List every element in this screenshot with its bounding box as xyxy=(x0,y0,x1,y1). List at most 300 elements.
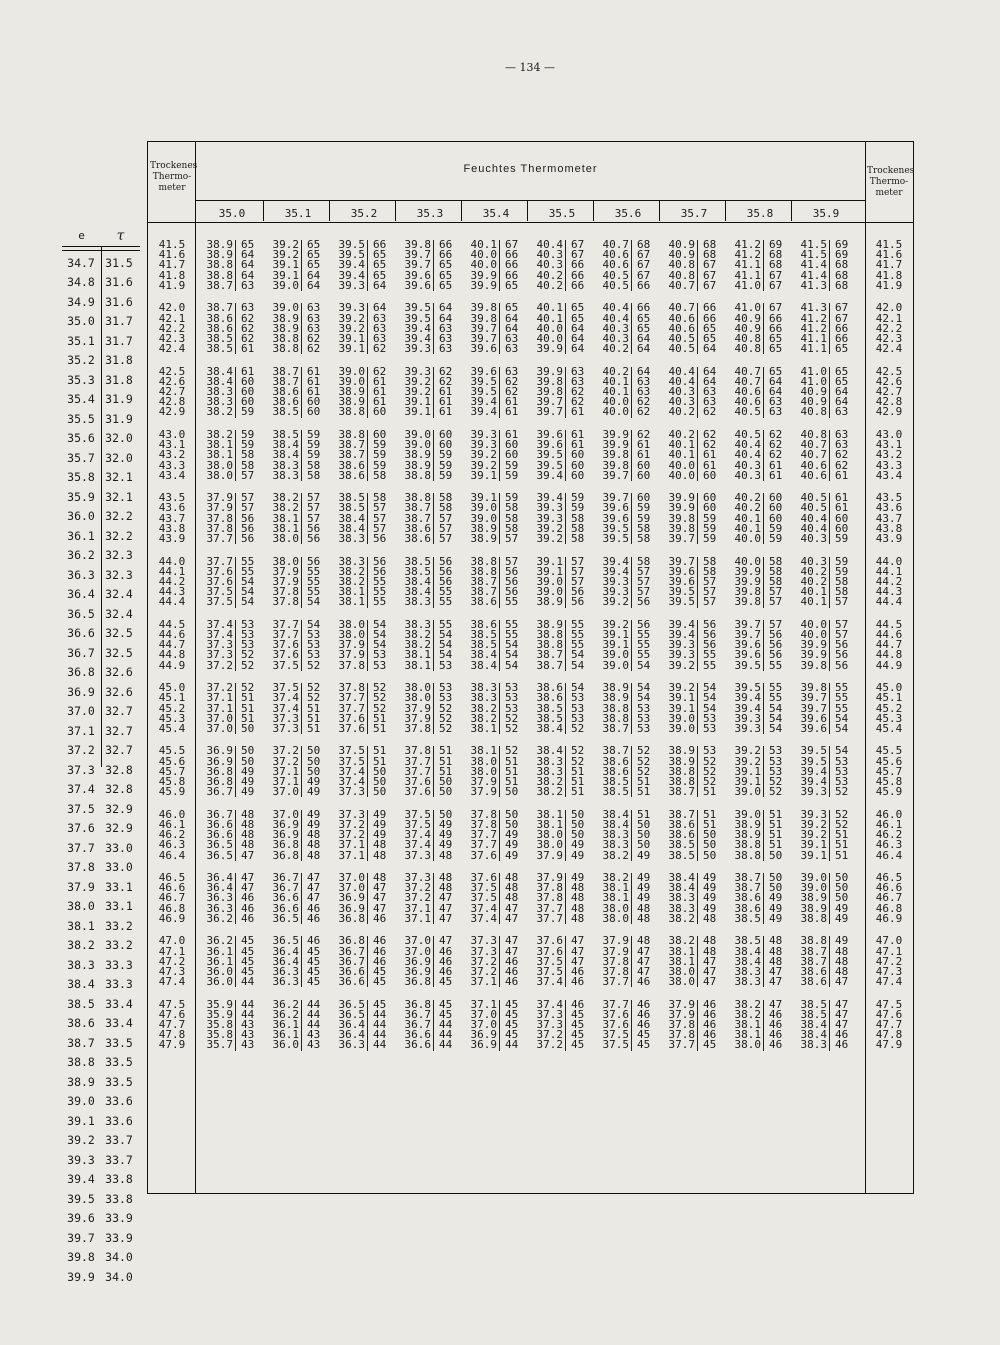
relative-humidity: 63 xyxy=(835,438,849,452)
dry-value: 45.6 xyxy=(875,754,903,768)
relative-humidity: 62 xyxy=(505,374,519,388)
wet-temperature: 37.3 xyxy=(404,848,431,862)
relative-humidity: 58 xyxy=(373,468,387,482)
humidity-values xyxy=(769,873,782,924)
wet-cell xyxy=(793,364,859,419)
relative-humidity: 50 xyxy=(703,838,717,852)
wet-temperature: 39.5 xyxy=(536,448,563,462)
relative-humidity: 65 xyxy=(769,342,783,356)
humidity-values xyxy=(505,427,519,482)
relative-humidity: 59 xyxy=(835,554,849,568)
wet-cell xyxy=(265,617,331,672)
wet-temperature: 39.9 xyxy=(734,564,761,578)
wet-temperature: 37.2 xyxy=(536,1028,563,1042)
relative-humidity: 46 xyxy=(505,954,519,968)
wet-temperature: 37.4 xyxy=(272,691,299,705)
side-row xyxy=(62,429,140,449)
relative-humidity: 62 xyxy=(307,331,321,345)
wet-cell xyxy=(463,997,529,1052)
wet-temperature: 40.6 xyxy=(734,385,761,398)
side-row xyxy=(62,1189,140,1209)
relative-humidity: 61 xyxy=(703,458,717,472)
temp-values xyxy=(336,873,368,924)
wet-temperature: 38.4 xyxy=(404,574,431,588)
wet-cell xyxy=(265,807,331,862)
wet-temperature: 37.7 xyxy=(602,975,629,989)
relative-humidity: 68 xyxy=(835,278,849,292)
wet-cell xyxy=(463,303,529,354)
relative-humidity: 58 xyxy=(307,468,321,482)
relative-humidity: 60 xyxy=(835,521,849,535)
humidity-values xyxy=(439,303,452,354)
relative-humidity: 56 xyxy=(241,532,255,545)
wet-temperature: 37.3 xyxy=(272,711,299,725)
relative-humidity: 43 xyxy=(307,1028,321,1042)
relative-humidity: 61 xyxy=(571,427,585,441)
relative-humidity: 64 xyxy=(835,395,849,409)
relative-humidity: 54 xyxy=(241,595,255,609)
side-e-value: 35.2 xyxy=(67,353,95,368)
relative-humidity: 54 xyxy=(439,648,453,662)
humidity-values xyxy=(637,554,651,609)
temp-values xyxy=(468,617,500,672)
side-tau-value: 32.4 xyxy=(105,606,133,621)
wet-temperature: 39.1 xyxy=(470,491,497,505)
dry-value: 44.4 xyxy=(158,595,186,609)
side-tau-value: 33.3 xyxy=(105,977,133,992)
relative-humidity: 59 xyxy=(373,448,387,462)
side-e-value: 38.8 xyxy=(67,1055,95,1070)
wet-temperature: 39.7 xyxy=(668,532,695,545)
wet-temperature: 37.2 xyxy=(272,754,299,768)
relative-humidity: 49 xyxy=(769,891,783,905)
relative-humidity: 51 xyxy=(703,807,717,821)
wet-temperature: 36.8 xyxy=(206,775,233,788)
temp-values xyxy=(270,240,302,291)
wet-temperature: 39.9 xyxy=(470,278,497,292)
wet-temperature: 40.0 xyxy=(734,532,761,545)
relative-humidity: 46 xyxy=(637,975,651,989)
dry-value: 44.1 xyxy=(875,564,903,578)
dry-value: 42.7 xyxy=(158,385,186,398)
dry-value: 47.9 xyxy=(875,1038,903,1052)
dry-values-left xyxy=(148,936,196,987)
relative-humidity: 60 xyxy=(769,501,783,515)
wet-temperature: 38.9 xyxy=(800,901,827,915)
relative-humidity: 55 xyxy=(769,658,783,672)
humidity-values xyxy=(769,746,782,797)
dry-value: 42.5 xyxy=(875,364,903,378)
relative-humidity: 58 xyxy=(835,585,849,599)
wet-temperature: 39.9 xyxy=(602,438,629,452)
relative-humidity: 49 xyxy=(505,828,519,842)
wet-temperature: 39.5 xyxy=(470,385,497,398)
wet-temperature: 39.5 xyxy=(404,301,431,315)
wet-cell xyxy=(397,240,463,291)
relative-humidity: 55 xyxy=(571,628,585,641)
wet-temperature: 40.8 xyxy=(734,331,761,345)
wet-temperature: 38.7 xyxy=(206,278,233,292)
wet-temperature: 38.3 xyxy=(602,828,629,842)
wet-temperature: 39.4 xyxy=(338,258,365,272)
wet-temperature: 39.9 xyxy=(536,342,563,356)
humidity-values xyxy=(439,427,453,482)
relative-humidity: 63 xyxy=(703,385,717,398)
relative-humidity: 46 xyxy=(307,901,321,915)
temp-values xyxy=(402,493,434,544)
wet-temperature: 38.8 xyxy=(404,491,431,505)
side-tau-value: 33.1 xyxy=(105,879,133,894)
relative-humidity: 50 xyxy=(307,744,321,758)
wet-temperature: 38.7 xyxy=(338,448,365,462)
wet-temperature: 39.4 xyxy=(602,554,629,568)
wet-cell xyxy=(727,936,793,987)
humidity-values xyxy=(637,240,650,291)
relative-humidity: 47 xyxy=(835,1007,849,1021)
wet-temperature: 37.0 xyxy=(338,881,365,895)
relative-humidity: 47 xyxy=(307,871,321,884)
wet-temperature: 37.7 xyxy=(338,691,365,705)
dry-value: 42.8 xyxy=(875,395,903,409)
relative-humidity: 57 xyxy=(637,574,651,588)
temp-values xyxy=(336,683,368,734)
wet-cell xyxy=(661,427,727,482)
relative-humidity: 66 xyxy=(373,238,387,251)
dry-value: 47.9 xyxy=(158,1038,186,1052)
relative-humidity: 60 xyxy=(241,395,255,409)
wet-temperature: 39.4 xyxy=(404,321,431,335)
relative-humidity: 48 xyxy=(307,848,321,862)
wet-temperature: 39.7 xyxy=(404,258,431,272)
humidity-values xyxy=(373,997,387,1052)
side-row xyxy=(62,526,140,546)
wet-temperature: 36.6 xyxy=(206,817,233,831)
relative-humidity: 56 xyxy=(769,648,783,662)
humidity-values xyxy=(373,683,386,734)
wet-temperature: 40.3 xyxy=(668,395,695,409)
relative-humidity: 62 xyxy=(835,458,849,472)
wet-temperature: 36.9 xyxy=(206,744,233,758)
relative-humidity: 46 xyxy=(241,911,255,925)
relative-humidity: 57 xyxy=(241,468,255,482)
wet-temperature: 38.4 xyxy=(734,944,761,958)
wet-cell xyxy=(727,554,793,609)
wet-cell xyxy=(793,493,859,544)
relative-humidity: 59 xyxy=(769,532,783,545)
dry-value: 41.8 xyxy=(158,268,186,282)
wet-temperature: 38.8 xyxy=(668,764,695,778)
dry-value: 45.0 xyxy=(158,681,186,695)
wet-cell xyxy=(595,493,661,544)
wet-temperature: 38.5 xyxy=(272,405,299,419)
wet-temperature: 39.6 xyxy=(668,574,695,588)
relative-humidity: 52 xyxy=(571,754,585,768)
dry-value: 47.6 xyxy=(875,1007,903,1021)
relative-humidity: 56 xyxy=(835,648,849,662)
side-tau-value: 31.5 xyxy=(105,255,133,270)
wet-temperature: 37.8 xyxy=(668,1018,695,1031)
humidity-values xyxy=(769,364,783,419)
relative-humidity: 55 xyxy=(373,574,387,588)
wet-temperature: 39.7 xyxy=(536,405,563,419)
side-e-value: 36.5 xyxy=(67,606,95,621)
wet-temperature: 40.9 xyxy=(668,238,695,251)
wet-temperature: 37.4 xyxy=(470,901,497,915)
wet-cell xyxy=(199,493,265,544)
temp-values xyxy=(336,746,368,797)
wet-temperature: 38.3 xyxy=(338,532,365,545)
wet-temperature: 38.2 xyxy=(206,405,233,419)
side-e-value: 37.4 xyxy=(67,782,95,797)
wet-temperature: 36.1 xyxy=(272,1018,299,1031)
wet-temperature: 37.3 xyxy=(338,785,365,799)
dry-values-right xyxy=(865,936,913,987)
wet-temperature: 40.0 xyxy=(800,617,827,631)
humidity-values xyxy=(571,303,584,354)
wet-temperature: 36.9 xyxy=(470,1028,497,1042)
wet-temperature: 40.8 xyxy=(668,258,695,272)
relative-humidity: 62 xyxy=(769,427,783,441)
humidity-values xyxy=(835,427,849,482)
dry-value: 45.1 xyxy=(158,691,186,705)
wet-temperature: 40.5 xyxy=(734,427,761,441)
relative-humidity: 53 xyxy=(373,648,387,662)
dry-value: 47.3 xyxy=(875,964,903,978)
relative-humidity: 62 xyxy=(769,448,783,462)
relative-humidity: 61 xyxy=(769,468,783,482)
relative-humidity: 47 xyxy=(439,934,453,948)
relative-humidity: 53 xyxy=(703,711,717,725)
side-row xyxy=(62,780,140,800)
dry-value: 42.4 xyxy=(158,342,186,356)
wet-temperature: 39.0 xyxy=(470,501,497,515)
wet-temperature: 37.4 xyxy=(338,764,365,778)
relative-humidity: 47 xyxy=(703,954,717,968)
relative-humidity: 46 xyxy=(637,997,651,1011)
relative-humidity: 64 xyxy=(769,385,783,398)
temp-values xyxy=(270,617,302,672)
relative-humidity: 46 xyxy=(769,1028,783,1042)
relative-humidity: 66 xyxy=(571,258,585,272)
wet-thermometer-value: 35.6 xyxy=(614,207,642,220)
wet-temperature: 39.2 xyxy=(470,448,497,462)
side-row xyxy=(62,1150,140,1170)
relative-humidity: 60 xyxy=(571,448,585,462)
humidity-values xyxy=(241,997,255,1052)
wet-temperature: 36.4 xyxy=(338,1018,365,1031)
wet-temperature: 40.2 xyxy=(800,564,827,578)
wet-temperature: 39.3 xyxy=(668,638,695,652)
wet-temperature: 39.8 xyxy=(602,448,629,462)
relative-humidity: 62 xyxy=(241,321,255,335)
humidity-values xyxy=(307,617,321,672)
wet-temperature: 38.3 xyxy=(800,1038,827,1052)
wet-cell xyxy=(199,936,265,987)
wet-temperature: 39.0 xyxy=(602,648,629,662)
side-e-value: 35.8 xyxy=(67,470,95,485)
temp-values xyxy=(600,936,632,987)
wet-temperature: 35.8 xyxy=(206,1028,233,1042)
side-e-value: 38.9 xyxy=(67,1074,95,1089)
wet-temperature: 39.9 xyxy=(602,427,629,441)
wet-temperature: 39.5 xyxy=(734,681,761,695)
wet-cell xyxy=(397,493,463,544)
side-e-value: 35.3 xyxy=(67,372,95,387)
temp-values xyxy=(666,554,698,609)
wet-temperature: 37.5 xyxy=(206,585,233,599)
wet-temperature: 38.9 xyxy=(668,754,695,768)
wet-temperature: 36.3 xyxy=(338,1038,365,1052)
humidity-values xyxy=(769,554,783,609)
wet-cell xyxy=(265,303,331,354)
wet-temperature: 40.3 xyxy=(800,532,827,545)
relative-humidity: 50 xyxy=(769,848,783,862)
side-tau-value: 33.2 xyxy=(105,938,133,953)
dry-value: 46.3 xyxy=(875,838,903,852)
humidity-values xyxy=(505,997,519,1052)
dry-value: 42.8 xyxy=(158,395,186,409)
relative-humidity: 54 xyxy=(307,617,321,631)
wet-temperature: 39.2 xyxy=(272,238,299,251)
relative-humidity: 53 xyxy=(505,701,519,715)
relative-humidity: 60 xyxy=(637,491,651,505)
relative-humidity: 59 xyxy=(637,511,651,525)
wet-cell xyxy=(793,997,859,1052)
wet-temperature: 40.1 xyxy=(668,448,695,462)
wet-temperature: 38.2 xyxy=(404,638,431,652)
wet-temperature: 41.0 xyxy=(734,301,761,315)
temp-values xyxy=(534,683,566,734)
dry-value: 43.6 xyxy=(875,501,903,515)
relative-humidity: 45 xyxy=(439,975,453,989)
wet-temperature: 39.8 xyxy=(800,681,827,695)
temp-values xyxy=(600,746,632,797)
side-header-e: e xyxy=(78,229,85,242)
wet-temperature: 38.0 xyxy=(470,754,497,768)
relative-humidity: 59 xyxy=(439,458,453,472)
dry-value: 47.8 xyxy=(875,1028,903,1042)
relative-humidity: 57 xyxy=(769,617,783,631)
side-tau-value: 32.2 xyxy=(105,509,133,524)
relative-humidity: 45 xyxy=(505,1028,519,1042)
dry-values-left xyxy=(148,493,196,544)
wet-temperature: 40.2 xyxy=(800,574,827,588)
temp-values xyxy=(666,240,698,291)
relative-humidity: 60 xyxy=(571,468,585,482)
relative-humidity: 59 xyxy=(505,458,519,472)
temp-values xyxy=(402,364,434,419)
relative-humidity: 61 xyxy=(703,448,717,462)
side-e-value: 35.0 xyxy=(67,314,95,329)
wet-temperature: 35.9 xyxy=(206,1007,233,1021)
dry-value: 46.6 xyxy=(875,881,903,895)
wet-temperature: 38.7 xyxy=(536,648,563,662)
side-row xyxy=(62,370,140,390)
temp-values xyxy=(732,617,764,672)
relative-humidity: 45 xyxy=(241,954,255,968)
relative-humidity: 66 xyxy=(505,248,519,262)
relative-humidity: 49 xyxy=(439,838,453,852)
side-tau-value: 32.9 xyxy=(105,801,133,816)
wet-cell xyxy=(331,746,397,797)
wet-cell xyxy=(595,554,661,609)
temp-values xyxy=(600,807,632,862)
temp-values xyxy=(600,240,632,291)
wet-cell xyxy=(727,873,793,924)
relative-humidity: 53 xyxy=(637,711,651,725)
wet-temperature: 37.5 xyxy=(338,754,365,768)
wet-temperature: 37.5 xyxy=(536,954,563,968)
relative-humidity: 50 xyxy=(637,828,651,842)
dry-value: 46.2 xyxy=(875,828,903,842)
wet-temperature: 38.0 xyxy=(536,838,563,852)
humidity-values xyxy=(637,364,651,419)
wet-temperature: 37.3 xyxy=(206,638,233,652)
wet-temperature: 38.5 xyxy=(470,638,497,652)
wet-temperature: 37.7 xyxy=(206,554,233,568)
wet-temperature: 38.9 xyxy=(470,532,497,545)
relative-humidity: 52 xyxy=(835,807,849,821)
wet-temperature: 38.9 xyxy=(404,448,431,462)
wet-cell xyxy=(595,807,661,862)
side-row xyxy=(62,741,140,761)
wet-temperature: 40.4 xyxy=(536,238,563,251)
relative-humidity: 47 xyxy=(769,975,783,989)
relative-humidity: 44 xyxy=(373,1038,387,1052)
humidity-values xyxy=(307,997,321,1052)
wet-temperature: 37.6 xyxy=(338,721,365,735)
relative-humidity: 64 xyxy=(373,301,387,315)
wet-temperature: 38.6 xyxy=(668,828,695,842)
relative-humidity: 54 xyxy=(241,585,255,599)
wet-cell xyxy=(265,554,331,609)
side-tau-value: 31.9 xyxy=(105,411,133,426)
wet-temperature: 38.2 xyxy=(602,871,629,884)
wet-temperature: 39.9 xyxy=(536,364,563,378)
dry-values-right xyxy=(865,364,913,419)
relative-humidity: 69 xyxy=(835,238,849,251)
temp-values xyxy=(336,240,368,291)
wet-temperature: 37.8 xyxy=(206,521,233,535)
relative-humidity: 44 xyxy=(439,1038,453,1052)
wet-temperature: 39.9 xyxy=(668,491,695,505)
relative-humidity: 63 xyxy=(439,321,453,335)
wet-temperature: 37.6 xyxy=(536,934,563,948)
humidity-values xyxy=(241,873,254,924)
humidity-values xyxy=(373,303,386,354)
wet-temperature: 39.2 xyxy=(734,744,761,758)
wet-temperature: 38.8 xyxy=(800,911,827,925)
dry-value: 46.7 xyxy=(875,891,903,905)
wet-temperature: 38.6 xyxy=(800,975,827,989)
relative-humidity: 68 xyxy=(769,248,783,262)
wet-cell xyxy=(463,807,529,862)
wet-temperature: 39.7 xyxy=(800,691,827,705)
wet-temperature: 37.9 xyxy=(272,574,299,588)
wet-temperature: 39.4 xyxy=(602,564,629,578)
relative-humidity: 66 xyxy=(439,238,453,251)
wet-temperature: 40.8 xyxy=(734,342,761,356)
wet-cell xyxy=(199,364,265,419)
temp-values xyxy=(468,303,500,354)
wet-temperature: 40.1 xyxy=(602,385,629,398)
wet-temperature: 40.5 xyxy=(800,491,827,505)
relative-humidity: 50 xyxy=(571,817,585,831)
relative-humidity: 53 xyxy=(637,701,651,715)
relative-humidity: 45 xyxy=(241,934,255,948)
wet-temperature: 40.3 xyxy=(536,258,563,272)
dry-value: 45.3 xyxy=(158,711,186,725)
